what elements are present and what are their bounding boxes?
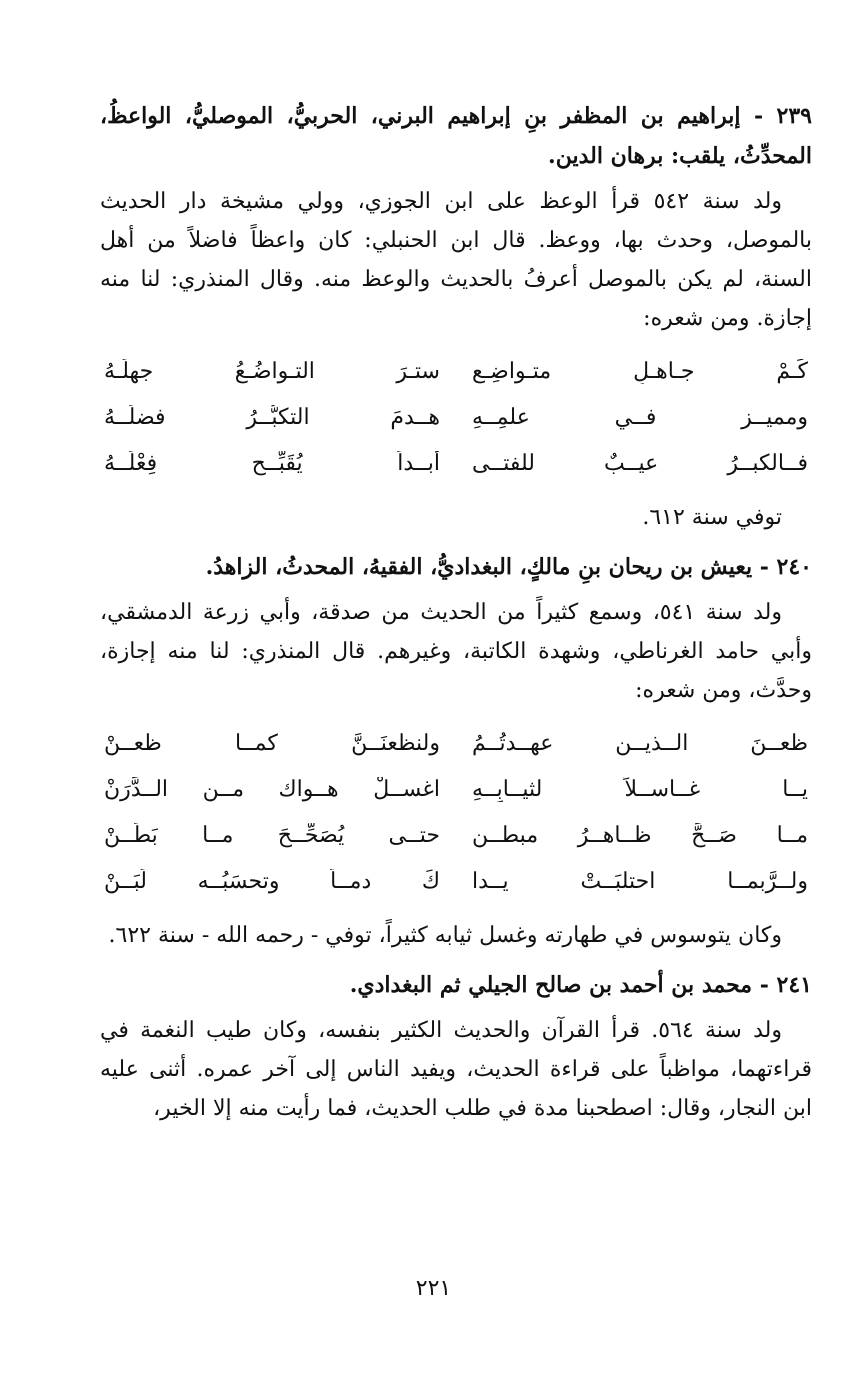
verse-second-hemistich: أبــداً يُقَبِّــح فِعْلَــهُ [104, 450, 440, 476]
entry-closing: توفي سنة ٦١٢. [642, 505, 782, 530]
verse-first-hemistich: ولــرَّبمــا احتلبَــتْ يــدا [472, 868, 808, 894]
entry-paragraph: ولد سنة ٥٤٢ قرأ الوعظ على ابن الجوزي، وولي مشيخة دار الحديث بالموصل، وحدث بها، ووعظ. قال ابن الحنبلي: كان واعظاً فاضلاً من أهل السنة، لم يكن بالموصل أعرفُ بالحديث والوعظ منه. وقال المنذري: لنا منه إجازة. ومن شعره: [100, 189, 813, 331]
entry-heading [100, 965, 812, 1005]
entry-number: ٢٣٩ - [753, 103, 812, 129]
entry-title: محمد بن أحمد بن صالح الجيلي ثم البغدادي. [349, 972, 753, 998]
entry-number: ٢٤٠ - [759, 554, 812, 580]
entry-239 [100, 96, 812, 537]
entry-heading [100, 547, 812, 587]
poem-verse [100, 720, 812, 766]
entry-number: ٢٤١ - [759, 972, 812, 998]
verse-second-hemistich: هــدمَ التكبُّــرُ فضلَــهُ [104, 404, 440, 430]
entry-paragraph: ولد سنة ٥٤١، وسمع كثيراً من الحديث من صدقة، وأبي زرعة الدمشقي، وأبي حامد الغرناطي، وشهدة الكاتبة، وغيرهم. قال المنذري: لنا منه إجازة، وحدَّث، ومن شعره: [100, 600, 812, 703]
verse-second-hemistich: حتــى يُصَحِّــحَ مــا بَطَــنْ [104, 822, 440, 848]
page-body [100, 96, 812, 1138]
entry-closing: وكان يتوسوس في طهارته وغسل ثيابه كثيراً، توفي - رحمه الله - سنة ٦٢٢. [108, 923, 782, 948]
poem [100, 348, 812, 486]
entry-240 [100, 547, 812, 955]
verse-first-hemistich: يــا غــاســلاً لثيــابِــهِ [472, 776, 808, 802]
verse-second-hemistich: كَ دمــاً وتحسَبُــه لَبَــنْ [104, 868, 440, 894]
entry-paragraph: ولد سنة ٥٦٤. قرأ القرآن والحديث الكثير بنفسه، وكان طيب النغمة في قراءتهما، مواظباً على قراءة الحديث، ويفيد الناس إلى آخر عمره. أثنى عليه ابن النجار، وقال: اصطحبنا مدة في طلب الحديث، فما رأيت منه إلا الخير، [100, 1018, 812, 1121]
verse-first-hemistich: فــالكبــرُ عيــبٌ للفتــى [472, 450, 808, 476]
entry-title: يعيش بن ريحان بنِ مالكٍ، البغداديُّ، الفقيهُ، المحدثُ، الزاهدُ. [205, 554, 753, 580]
page-number: ٢٢١ [415, 1276, 452, 1301]
poem-verse [100, 766, 812, 812]
verse-second-hemistich: ولنظعنَــنَّ كمــا ظعــنْ [104, 730, 440, 756]
verse-second-hemistich: ستـرَ التـواضُـعُ جهلَـهُ [104, 358, 440, 384]
poem-verse [100, 348, 812, 394]
entry-heading [100, 96, 812, 176]
verse-second-hemistich: اغســلْ هــواك مــن الــدَّرَنْ [104, 776, 440, 802]
verse-first-hemistich: ومميــز فــي علمِــهِ [472, 404, 808, 430]
poem-verse [100, 812, 812, 858]
verse-first-hemistich: مــا صَــحَّ ظــاهــرُ مبطــنٍ [472, 822, 808, 848]
poem-verse [100, 394, 812, 440]
entry-title: إبراهيم بن المظفر بنِ إبراهيم البرني، الحربيُّ، الموصليُّ، الواعظُ، المحدِّثُ، يلقب: برهان الدين. [100, 103, 812, 169]
poem [100, 720, 812, 904]
entry-241 [100, 965, 812, 1128]
verse-first-hemistich: ظعــنَ الــذيــن عهــدتُــمُ [472, 730, 808, 756]
poem-verse [100, 858, 812, 904]
poem-verse [100, 440, 812, 486]
verse-first-hemistich: كَـمْ جـاهـلٍ متـواضِـعٍ [472, 358, 808, 384]
